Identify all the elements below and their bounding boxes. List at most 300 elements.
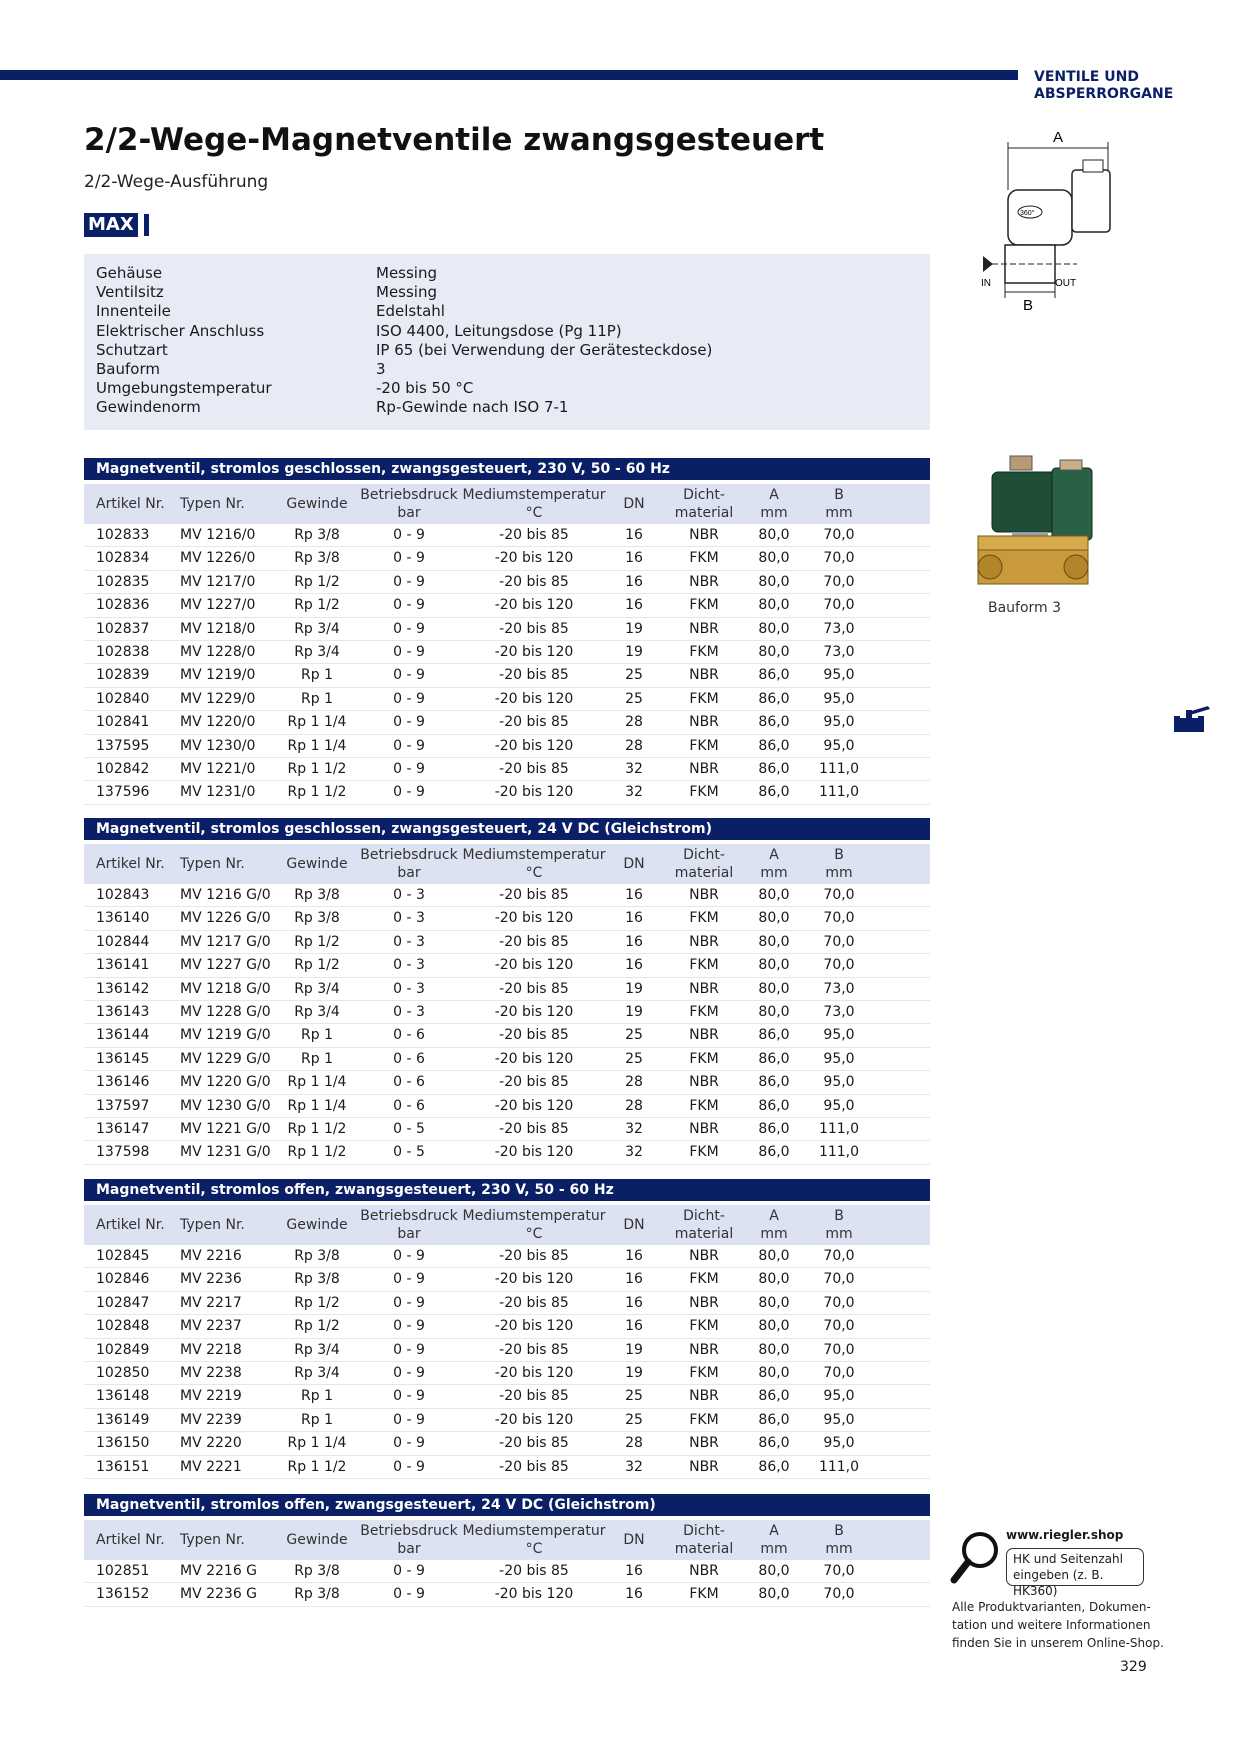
table-cell: FKM <box>689 1271 719 1288</box>
table-cell: 16 <box>625 1563 643 1579</box>
table-cell: 70,0 <box>823 1294 855 1311</box>
col-artikel: Artikel Nr. <box>96 1532 165 1548</box>
table-cell: 16 <box>625 910 643 927</box>
table-cell: NBR <box>689 714 719 731</box>
table-cell: 19 <box>625 1003 643 1020</box>
table-cell: 136142 <box>96 980 150 997</box>
table-cell: 70,0 <box>823 1248 855 1264</box>
table-row <box>84 524 930 547</box>
table-cell: 80,0 <box>758 550 790 567</box>
col-a: A mm <box>760 847 788 881</box>
shop-hint-line-1: HK und Seitenzahl <box>1013 1552 1123 1566</box>
table-row <box>84 884 930 907</box>
table-cell: Rp 1/2 <box>294 573 340 590</box>
table-cell: 102835 <box>96 573 150 590</box>
table-cell: 111,0 <box>818 784 860 801</box>
table-cell: -20 bis 120 <box>494 957 574 974</box>
table-cell: 136141 <box>96 957 150 974</box>
valve-dimension-drawing <box>975 130 1145 320</box>
table-cell: NBR <box>689 1120 719 1137</box>
table-cell: -20 bis 85 <box>499 1120 569 1137</box>
table-cell: MV 2238 <box>180 1364 242 1381</box>
col-artikel: Artikel Nr. <box>96 856 165 872</box>
col-typen: Typen Nr. <box>180 496 245 512</box>
product-image-caption: Bauform 3 <box>988 600 1062 616</box>
shop-hint-box <box>1006 1548 1144 1598</box>
table-title: Magnetventil, stromlos geschlossen, zwangsgesteuert, 230 V, 50 - 60 Hz <box>84 458 930 480</box>
table-row <box>84 1141 930 1164</box>
table-cell: 19 <box>625 620 643 637</box>
hand-valve-icon <box>1172 704 1212 736</box>
table-cell: 0 - 9 <box>393 1435 425 1452</box>
table-cell: 0 - 9 <box>393 1341 425 1358</box>
table-cell: Rp 1/2 <box>294 933 340 950</box>
table-cell: 0 - 9 <box>393 1458 425 1475</box>
table-cell: 111,0 <box>818 1458 860 1475</box>
table-cell: NBR <box>689 1294 719 1311</box>
table-cell: 80,0 <box>758 1318 790 1335</box>
table-cell: Rp 1 <box>301 1027 333 1044</box>
table-cell: 73,0 <box>823 980 855 997</box>
spec-value: 3 <box>376 360 386 378</box>
table-cell: -20 bis 85 <box>499 980 569 997</box>
table-cell: 86,0 <box>758 667 790 684</box>
table-cell: 86,0 <box>758 714 790 731</box>
table-row <box>84 1292 930 1315</box>
table-cell: NBR <box>689 1458 719 1475</box>
spec-key: Gehäuse <box>96 264 163 282</box>
table-cell: MV 2216 <box>180 1248 242 1264</box>
table-cell: NBR <box>689 1388 719 1405</box>
table-cell: MV 1216/0 <box>180 527 256 543</box>
table-cell: 0 - 3 <box>393 957 425 974</box>
table-row <box>84 1456 930 1479</box>
shop-info-line-1: Alle Produktvarianten, Dokumen- <box>952 1600 1151 1614</box>
label-a: A <box>1053 130 1064 146</box>
search-icon <box>948 1528 1004 1586</box>
table-cell: MV 1218 G/0 <box>180 980 271 997</box>
table-cell: 80,0 <box>758 1341 790 1358</box>
col-temp: Mediumstemperatur °C <box>462 847 606 881</box>
table-cell: Rp 1 1/4 <box>287 1074 347 1091</box>
table-cell: 95,0 <box>823 714 855 731</box>
table-cell: MV 2221 <box>180 1458 242 1475</box>
table-cell: 95,0 <box>823 1411 855 1428</box>
col-b: B mm <box>825 487 853 521</box>
table-cell: 70,0 <box>823 527 855 543</box>
page-title: 2/2-Wege-Magnetventile zwangsgesteuert <box>84 122 825 158</box>
table-cell: 102841 <box>96 714 150 731</box>
table-cell: MV 1217 G/0 <box>180 933 271 950</box>
table-header <box>84 1205 930 1245</box>
table-cell: 95,0 <box>823 1388 855 1405</box>
shop-info-line-2: tation und weitere Informationen <box>952 1618 1151 1632</box>
table-cell: FKM <box>689 597 719 614</box>
table-cell: 70,0 <box>823 1341 855 1358</box>
table-cell: 0 - 9 <box>393 527 425 543</box>
table-cell: -20 bis 85 <box>499 1294 569 1311</box>
table-cell: NBR <box>689 1074 719 1091</box>
table-cell: 0 - 9 <box>393 1364 425 1381</box>
table-cell: FKM <box>689 1097 719 1114</box>
table-cell: -20 bis 120 <box>494 1097 574 1114</box>
coil-body <box>1008 190 1072 245</box>
table-cell: 86,0 <box>758 690 790 707</box>
table-cell: 32 <box>625 1458 643 1475</box>
table-cell: 16 <box>625 550 643 567</box>
table-cell: Rp 3/8 <box>294 1586 340 1603</box>
label-in: IN <box>981 278 991 289</box>
table-row <box>84 594 930 617</box>
table-cell: -20 bis 85 <box>499 1248 569 1264</box>
spec-box <box>84 254 930 430</box>
table-cell: 137595 <box>96 737 150 754</box>
brand-logo-bar <box>144 214 149 236</box>
table-cell: 70,0 <box>823 550 855 567</box>
table-cell: 80,0 <box>758 1271 790 1288</box>
table-cell: 19 <box>625 643 643 660</box>
table-cell: 102843 <box>96 887 150 903</box>
table-cell: -20 bis 85 <box>499 1027 569 1044</box>
table-cell: 0 - 9 <box>393 1388 425 1405</box>
col-dicht: Dicht- material <box>674 1523 734 1557</box>
table-row <box>84 1432 930 1455</box>
table-row <box>84 1583 930 1606</box>
table-cell: 0 - 9 <box>393 784 425 801</box>
table-cell: FKM <box>689 1050 719 1067</box>
table-cell: 25 <box>625 1027 643 1044</box>
table-cell: Rp 1 1/4 <box>287 1097 347 1114</box>
table-cell: 32 <box>625 760 643 777</box>
table-cell: 86,0 <box>758 1050 790 1067</box>
page-number: 329 <box>1120 1659 1147 1675</box>
table-cell: 28 <box>625 1074 643 1091</box>
label-out: OUT <box>1055 278 1077 289</box>
table-cell: NBR <box>689 1341 719 1358</box>
table-cell: 32 <box>625 1144 643 1161</box>
table-cell: FKM <box>689 1003 719 1020</box>
table-cell: NBR <box>689 980 719 997</box>
table-cell: 0 - 3 <box>393 980 425 997</box>
table-cell: 136144 <box>96 1027 150 1044</box>
table-cell: 16 <box>625 1248 643 1264</box>
table-cell: 136151 <box>96 1458 150 1475</box>
col-druck: Betriebsdruck bar <box>360 1208 458 1242</box>
table-cell: 16 <box>625 527 643 543</box>
table-cell: -20 bis 120 <box>494 1411 574 1428</box>
table-cell: 0 - 6 <box>393 1074 425 1091</box>
table-cell: Rp 3/8 <box>294 1271 340 1288</box>
table-row <box>84 571 930 594</box>
table-cell: Rp 3/4 <box>294 620 340 637</box>
table-cell: NBR <box>689 573 719 590</box>
table-cell: 86,0 <box>758 1120 790 1137</box>
table-cell: MV 1226/0 <box>180 550 256 567</box>
table-cell: 86,0 <box>758 1388 790 1405</box>
table-cell: 136152 <box>96 1586 150 1603</box>
table-cell: MV 2216 G <box>180 1563 258 1579</box>
table-row <box>84 1048 930 1071</box>
table-cell: 25 <box>625 1388 643 1405</box>
table-cell: 0 - 9 <box>393 690 425 707</box>
table-cell: 102834 <box>96 550 150 567</box>
table-cell: 80,0 <box>758 597 790 614</box>
table-cell: -20 bis 120 <box>494 1003 574 1020</box>
table-row <box>84 1409 930 1432</box>
table-cell: 86,0 <box>758 1074 790 1091</box>
table-cell: 136149 <box>96 1411 150 1428</box>
table-cell: 70,0 <box>823 597 855 614</box>
table-cell: -20 bis 120 <box>494 690 574 707</box>
table-cell: FKM <box>689 1318 719 1335</box>
table-row <box>84 1362 930 1385</box>
table-cell: Rp 3/4 <box>294 1341 340 1358</box>
table-cell: 70,0 <box>823 910 855 927</box>
table-cell: 95,0 <box>823 690 855 707</box>
plug-connector <box>1072 170 1110 232</box>
table-cell: MV 2236 G <box>180 1586 258 1603</box>
table-cell: Rp 3/4 <box>294 1364 340 1381</box>
table-cell: 0 - 9 <box>393 667 425 684</box>
table-cell: 0 - 9 <box>393 1294 425 1311</box>
table-cell: 102838 <box>96 643 150 660</box>
col-typen: Typen Nr. <box>180 1217 245 1233</box>
table-cell: 19 <box>625 1364 643 1381</box>
table-cell: -20 bis 120 <box>494 1271 574 1288</box>
table-cell: MV 1231/0 <box>180 784 256 801</box>
table-cell: 102847 <box>96 1294 150 1311</box>
table-cell: MV 1226 G/0 <box>180 910 271 927</box>
table-cell: FKM <box>689 690 719 707</box>
table-cell: -20 bis 85 <box>499 933 569 950</box>
table-cell: 136146 <box>96 1074 150 1091</box>
table-row <box>84 1001 930 1024</box>
table-cell: 102840 <box>96 690 150 707</box>
table-cell: FKM <box>689 1411 719 1428</box>
table-cell: 102842 <box>96 760 150 777</box>
table-cell: 16 <box>625 1271 643 1288</box>
table-cell: 28 <box>625 737 643 754</box>
table-cell: Rp 1 1/2 <box>287 1144 347 1161</box>
col-artikel: Artikel Nr. <box>96 496 165 512</box>
table-cell: 95,0 <box>823 1050 855 1067</box>
table-cell: 86,0 <box>758 760 790 777</box>
table-cell: 25 <box>625 667 643 684</box>
table-cell: Rp 1 1/4 <box>287 714 347 731</box>
table-row <box>84 547 930 570</box>
table-cell: MV 2218 <box>180 1341 242 1358</box>
table-cell: 0 - 6 <box>393 1050 425 1067</box>
table-cell: 102837 <box>96 620 150 637</box>
spec-value: Messing <box>376 283 437 302</box>
table-cell: NBR <box>689 887 719 903</box>
spec-key: Schutzart <box>96 340 168 359</box>
table-cell: -20 bis 120 <box>494 550 574 567</box>
table-cell: MV 2220 <box>180 1435 242 1452</box>
table-cell: 86,0 <box>758 1458 790 1475</box>
table-cell: Rp 1/2 <box>294 957 340 974</box>
table-cell: 0 - 3 <box>393 887 425 903</box>
table-cell: MV 1221/0 <box>180 760 256 777</box>
col-dn: DN <box>623 856 645 872</box>
table-cell: 70,0 <box>823 1318 855 1335</box>
table-cell: NBR <box>689 933 719 950</box>
table-cell: Rp 3/8 <box>294 550 340 567</box>
table-cell: -20 bis 85 <box>499 1458 569 1475</box>
col-b: B mm <box>825 1523 853 1557</box>
table-cell: 80,0 <box>758 643 790 660</box>
table-cell: -20 bis 85 <box>499 573 569 590</box>
table-cell: Rp 3/4 <box>294 643 340 660</box>
table-cell: 80,0 <box>758 573 790 590</box>
col-gewinde: Gewinde <box>286 1532 348 1548</box>
table-cell: 86,0 <box>758 737 790 754</box>
brand-logo: MAX <box>84 213 138 237</box>
spec-value: Edelstahl <box>376 302 445 321</box>
table-cell: FKM <box>689 1144 719 1161</box>
table-cell: -20 bis 85 <box>499 1435 569 1452</box>
table-cell: 0 - 9 <box>393 1248 425 1264</box>
table-row <box>84 1315 930 1338</box>
table-cell: -20 bis 85 <box>499 1388 569 1405</box>
table-cell: -20 bis 85 <box>499 1074 569 1091</box>
table-cell: FKM <box>689 957 719 974</box>
shop-url[interactable]: www.riegler.shop <box>1006 1528 1124 1542</box>
table-cell: FKM <box>689 1364 719 1381</box>
table-cell: FKM <box>689 643 719 660</box>
table-cell: Rp 3/4 <box>294 980 340 997</box>
table-cell: 80,0 <box>758 957 790 974</box>
col-druck: Betriebsdruck bar <box>360 847 458 881</box>
col-dn: DN <box>623 1532 645 1548</box>
col-druck: Betriebsdruck bar <box>360 487 458 521</box>
table-cell: 28 <box>625 1097 643 1114</box>
table-cell: 32 <box>625 1120 643 1137</box>
table-cell: Rp 1 <box>301 1411 333 1428</box>
top-rule <box>0 70 1018 80</box>
col-dicht: Dicht- material <box>674 1208 734 1242</box>
table-cell: FKM <box>689 737 719 754</box>
table-cell: 16 <box>625 933 643 950</box>
spec-key: Umgebungstemperatur <box>96 379 272 398</box>
table-cell: 95,0 <box>823 1097 855 1114</box>
table-cell: 0 - 5 <box>393 1120 425 1137</box>
table-cell: MV 2239 <box>180 1411 242 1428</box>
table-cell: 28 <box>625 714 643 731</box>
table-cell: 80,0 <box>758 980 790 997</box>
table-cell: Rp 1 <box>301 1050 333 1067</box>
spec-value: ISO 4400, Leitungsdose (Pg 11P) <box>376 321 622 340</box>
table-row <box>84 1560 930 1583</box>
table-row <box>84 664 930 687</box>
table-cell: -20 bis 85 <box>499 1341 569 1358</box>
table-cell: 111,0 <box>818 760 860 777</box>
table-cell: -20 bis 85 <box>499 887 569 903</box>
spec-value: -20 bis 50 °C <box>376 379 474 398</box>
table-header <box>84 844 930 884</box>
table-row <box>84 1024 930 1047</box>
table-title: Magnetventil, stromlos offen, zwangsgesteuert, 230 V, 50 - 60 Hz <box>84 1179 930 1201</box>
table-cell: 86,0 <box>758 1435 790 1452</box>
table-cell: 86,0 <box>758 784 790 801</box>
table-cell: 102833 <box>96 527 150 543</box>
col-dicht: Dicht- material <box>674 487 734 521</box>
table-row <box>84 1071 930 1094</box>
table-cell: -20 bis 85 <box>499 527 569 543</box>
table-row <box>84 1268 930 1291</box>
table-cell: 95,0 <box>823 1027 855 1044</box>
table-cell: MV 2237 <box>180 1318 242 1335</box>
page-subtitle: 2/2-Wege-Ausführung <box>84 172 269 192</box>
table-cell: -20 bis 120 <box>494 1144 574 1161</box>
table-cell: 0 - 9 <box>393 737 425 754</box>
table-cell: -20 bis 120 <box>494 910 574 927</box>
table-title: Magnetventil, stromlos geschlossen, zwangsgesteuert, 24 V DC (Gleichstrom) <box>84 818 930 840</box>
table-cell: -20 bis 85 <box>499 667 569 684</box>
table-cell: 73,0 <box>823 643 855 660</box>
table-cell: 136140 <box>96 910 150 927</box>
table-cell: 102848 <box>96 1318 150 1335</box>
table-row <box>84 907 930 930</box>
flow-arrow-icon <box>983 256 993 272</box>
shop-info <box>952 1598 1164 1652</box>
table-cell: 137596 <box>96 784 150 801</box>
col-b: B mm <box>825 1208 853 1242</box>
table-row <box>84 641 930 664</box>
table-header <box>84 1520 930 1560</box>
table-cell: 95,0 <box>823 1074 855 1091</box>
table-cell: MV 1220/0 <box>180 714 256 731</box>
table-cell: 16 <box>625 1586 643 1603</box>
table-cell: 136147 <box>96 1120 150 1137</box>
table-cell: -20 bis 120 <box>494 1050 574 1067</box>
table-cell: 0 - 9 <box>393 550 425 567</box>
table-cell: Rp 1 1/4 <box>287 1435 347 1452</box>
table-cell: Rp 1 1/4 <box>287 737 347 754</box>
table-cell: Rp 1/2 <box>294 1318 340 1335</box>
table-cell: -20 bis 120 <box>494 1318 574 1335</box>
product-table-3 <box>84 1179 930 1479</box>
label-360: 360° <box>1020 210 1035 217</box>
spec-key: Innenteile <box>96 302 171 321</box>
table-cell: 102849 <box>96 1341 150 1358</box>
label-b: B <box>1023 297 1034 314</box>
table-cell: FKM <box>689 784 719 801</box>
table-cell: MV 1229/0 <box>180 690 256 707</box>
table-cell: FKM <box>689 550 719 567</box>
table-cell: -20 bis 120 <box>494 1364 574 1381</box>
table-cell: 136150 <box>96 1435 150 1452</box>
table-cell: 19 <box>625 980 643 997</box>
table-cell: 32 <box>625 784 643 801</box>
table-cell: MV 1219/0 <box>180 667 256 684</box>
table-row <box>84 1385 930 1408</box>
table-cell: 80,0 <box>758 1248 790 1264</box>
spec-value: Messing <box>376 264 437 282</box>
table-cell: 0 - 9 <box>393 1318 425 1335</box>
table-cell: 136143 <box>96 1003 150 1020</box>
table-cell: MV 1220 G/0 <box>180 1074 271 1091</box>
table-cell: 137598 <box>96 1144 150 1161</box>
table-cell: 80,0 <box>758 1563 790 1579</box>
table-row <box>84 1095 930 1118</box>
table-cell: 0 - 6 <box>393 1027 425 1044</box>
table-cell: FKM <box>689 910 719 927</box>
table-cell: MV 1231 G/0 <box>180 1144 271 1161</box>
table-cell: 25 <box>625 1050 643 1067</box>
table-cell: 70,0 <box>823 1586 855 1603</box>
table-cell: 70,0 <box>823 1271 855 1288</box>
